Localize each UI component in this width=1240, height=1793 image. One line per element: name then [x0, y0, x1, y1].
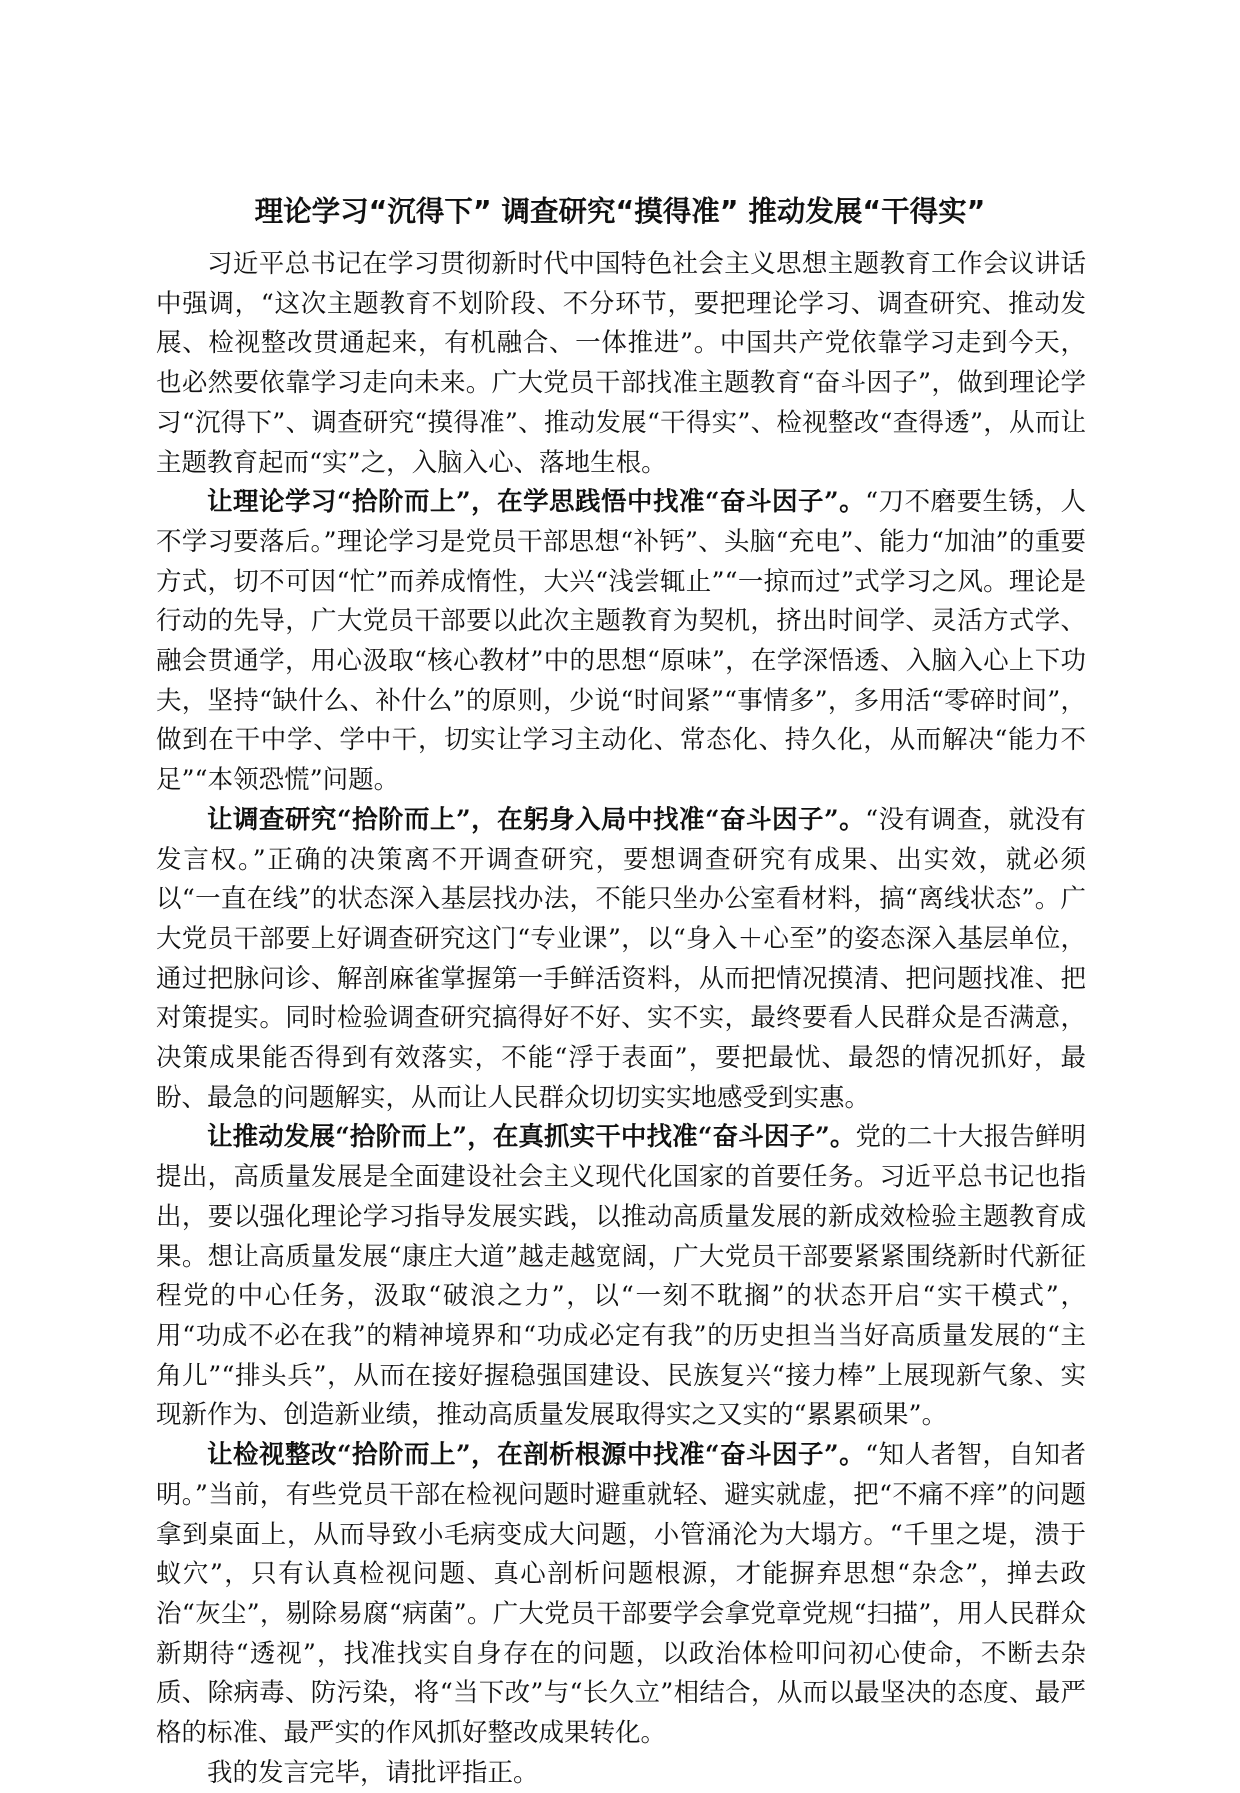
paragraph-development — [156, 1118, 1086, 1436]
paragraph-text: 习近平总书记在学习贯彻新时代中国特色社会主义思想主题教育工作会议讲话中强调，“这次主题教育不划阶段、不分环节，要把理论学习、调查研究、推动发展、检视整改贯通起来，有机融合、一体推进”。中国共产党依靠学习走到今天，也必然要依靠学习走向未来。广大党员干部找准主题教育“奋斗因子”，做到理论学习“沉得下”、调查研究“摸得准”、推动发展“干得实”、检视整改“查得透”，从而让主题教育起而“实”之，入脑入心、落地生根。 — [156, 249, 1086, 478]
paragraph-closing — [156, 1754, 1086, 1793]
document-body — [156, 245, 1086, 1793]
document-title: 理论学习“沉得下” 调查研究“摸得准” 推动发展“干得实” — [254, 195, 986, 228]
paragraph-text: “知人者智，自知者明。”当前，有些党员干部在检视问题时避重就轻、避实就虚，把“不痛不痒”的问题拿到桌面上，从而导致小毛病变成大问题，小管涌沦为大塌方。“千里之堤，溃于蚁穴”，只有认真检视问题、真心剖析问题根源，才能摒弃思想“杂念”，掸去政治“灰尘”，剔除易腐“病菌”。广大党员干部要学会拿党章党规“扫描”，用人民群众新期待“透视”，找准找实自身存在的问题，以政治体检叩问初心使命，不断去杂质、除病毒、防污染，将“当下改”与“长久立”相结合，从而以最坚决的态度、最严格的标准、最严实的作风抓好整改成果转化。 — [156, 1440, 1086, 1749]
paragraph-theory-study — [156, 483, 1086, 801]
paragraph-rectification — [156, 1436, 1086, 1754]
paragraph-text: 我的发言完毕，请批评指正。 — [207, 1757, 539, 1788]
paragraph-text: “刀不磨要生锈，人不学习要落后。”理论学习是党员干部思想“补钙”、头脑“充电”、能力“加油”的重要方式，切不可因“忙”而养成惰性，大兴“浅尝辄止”“一掠而过”式学习之风。理论是行动的先导，广大党员干部要以此次主题教育为契机，挤出时间学、灵活方式学、融会贯通学，用心汲取“核心教材”中的思想“原味”，在学深悟透、入脑入心上下功夫，坚持“缺什么、补什么”的原则，少说“时间紧”“事情多”，多用活“零碎时间”，做到在干中学、学中干，切实让学习主动化、常态化、持久化，从而解决“能力不足”“本领恐慌”问题。 — [156, 487, 1086, 796]
paragraph-text: “没有调查，就没有发言权。”正确的决策离不开调查研究，要想调查研究有成果、出实效，就必须以“一直在线”的状态深入基层找办法，不能只坐办公室看材料，搞“离线状态”。广大党员干部要上好调查研究这门“专业课”，以“身入＋心至”的姿态深入基层单位，通过把脉问诊、解剖麻雀掌握第一手鲜活资料，从而把情况摸清、把问题找准、把对策提实。同时检验调查研究搞得好不好、实不实，最终要看人民群众是否满意，决策成果能否得到有效落实，不能“浮于表面”，要把最忧、最怨的情况抓好，最盼、最急的问题解实，从而让人民群众切切实实地感受到实惠。 — [156, 804, 1086, 1113]
paragraph-text: 党的二十大报告鲜明提出，高质量发展是全面建设社会主义现代化国家的首要任务。习近平总书记也指出，要以强化理论学习指导发展实践，以推动高质量发展的新成效检验主题教育成果。想让高质量发展“康庄大道”越走越宽阔，广大党员干部要紧紧围绕新时代新征程党的中心任务，汲取“破浪之力”，以“一刻不耽搁”的状态开启“实干模式”，用“功成不必在我”的精神境界和“功成必定有我”的历史担当当好高质量发展的“主角儿”“排头兵”，从而在接好握稳强国建设、民族复兴“接力棒”上展现新气象、实现新作为、创造新业绩，推动高质量发展取得实之又实的“累累硕果”。 — [156, 1122, 1086, 1431]
paragraph-lead: 让调查研究“拾阶而上”，在躬身入局中找准“奋斗因子”。 — [207, 804, 866, 835]
paragraph-lead: 让理论学习“拾阶而上”，在学思践悟中找准“奋斗因子”。 — [207, 487, 866, 518]
paragraph-lead: 让检视整改“拾阶而上”，在剖析根源中找准“奋斗因子”。 — [207, 1440, 866, 1471]
paragraph-intro — [156, 245, 1086, 483]
paragraph-lead: 让推动发展“拾阶而上”，在真抓实干中找准“奋斗因子”。 — [207, 1122, 856, 1153]
paragraph-research — [156, 801, 1086, 1119]
